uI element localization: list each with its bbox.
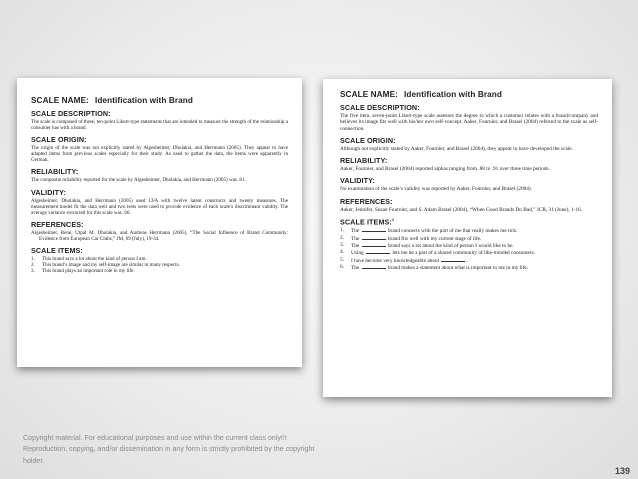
- left-items-list: [31, 256, 288, 274]
- list-item: [340, 264, 598, 271]
- left-validity-text: Algesheimer, Dholakia, and Herrmann (2005) used CFA with twelve latent constructs and twenty measures. The measurement model fit the data well and two tests were used to provide evidence of each scale’s discriminant validity. The average variance extracted for this scale was .66.: [31, 197, 288, 216]
- left-origin-heading: SCALE ORIGIN:: [31, 135, 87, 145]
- scale-name-label: SCALE NAME:: [340, 90, 398, 99]
- item-post: lets me be a part of a shared community of like-minded consumers.: [392, 250, 535, 257]
- right-validity-text: No examination of the scale’s validity was reported by Aaker, Fournier, and Brasel (2004).: [340, 186, 532, 193]
- item-post: brand fits well with my current stage of life.: [387, 235, 482, 242]
- right-reliability-text: Aaker, Fournier, and Brasel (2004) reported alphas ranging from .88 to .91 over three time periods.: [340, 166, 550, 173]
- item-text: [351, 257, 598, 264]
- blank-line: [441, 257, 468, 264]
- scale-name-value: Identification with Brand: [94, 96, 193, 105]
- list-item: [340, 227, 598, 234]
- item-pre: Using: [351, 250, 364, 257]
- right-items-heading: [340, 217, 598, 226]
- items-heading-label: SCALE ITEMS:: [340, 217, 392, 227]
- right-scale-document: [323, 79, 612, 397]
- left-description-heading: SCALE DESCRIPTION:: [31, 109, 111, 118]
- left-scale-document: [17, 78, 302, 367]
- item-post: brand makes a statement about what is important to me in my life.: [387, 264, 529, 271]
- item-text: This brand says a lot about the kind of person I am.: [42, 256, 147, 263]
- right-validity-heading: VALIDITY:: [340, 176, 375, 186]
- item-text: [351, 227, 598, 234]
- right-description-heading: SCALE DESCRIPTION:: [340, 103, 420, 112]
- item-number: 1.: [31, 256, 35, 263]
- blank-line: [362, 227, 386, 232]
- right-origin-text: Although not explicitly stated by Aaker, Fournier, and Brasel (2004), they appear to have developed the scale.: [340, 145, 573, 152]
- item-text: [351, 264, 598, 271]
- scale-name-label: SCALE NAME:: [31, 96, 89, 105]
- left-reliability-text: The composite reliability reported for the scale by Algesheimer, Dholakia, and Herrmann (2005) was .81.: [31, 177, 246, 184]
- right-items-list: [340, 227, 598, 271]
- item-number: 3.: [340, 242, 344, 249]
- blank-line: [362, 242, 386, 247]
- list-item: [340, 235, 598, 242]
- copyright-notice: Copyright material. For educational purposes and use within the current class only!!! Reproduction, copying, and/or dissemination in any form is strictly prohibited by the copyright holder.: [23, 434, 315, 465]
- item-number: 3.: [31, 268, 35, 275]
- right-origin-heading: SCALE ORIGIN:: [340, 135, 396, 145]
- list-item: [340, 257, 598, 264]
- right-references-heading: REFERENCES:: [340, 196, 393, 206]
- item-number: 2.: [31, 262, 35, 269]
- item-pre: The: [351, 264, 360, 271]
- item-pre: I have become very knowledgeable about: [351, 257, 440, 264]
- left-description-text: The scale is composed of three, ten-point Likert-type statements that are intended to measure the strength of the relationship a consumer has with a brand.: [31, 119, 288, 132]
- scale-name-value: Identification with Brand: [403, 90, 502, 99]
- left-reference-text: Algesheimer, René, Utpal M. Dholakia, and Andreas Herrmann (2005), “The Social Influence of Brand Community: Evidence from European Car Clubs,” JM, 69 (July), 19-34.: [31, 229, 288, 242]
- blank-line: [362, 235, 386, 240]
- right-description-text: The five item, seven-point Likert-type scale assesses the degree to which a customer relates with a brand/company and believes its image fits well with his/her own self-concept. Aaker, Fournier, and Brasel (2004) referred to the scale as self-connection.: [340, 113, 598, 132]
- blank-line: [362, 264, 386, 269]
- left-items-heading: SCALE ITEMS:: [31, 246, 83, 256]
- left-origin-text: The origin of the scale was not explicitly stated by Algesheimer, Dholakia, and Herrmann (2005). They appear to have adapted items from previous scales especially for their study. As used to gather the data, the items were apparently in German.: [31, 145, 288, 164]
- list-item: [340, 242, 598, 249]
- item-text: [351, 242, 598, 249]
- item-text: This brand plays an important role in my life.: [42, 268, 135, 275]
- left-reliability-heading: RELIABILITY:: [31, 167, 79, 177]
- item-post: brand says a lot about the kind of person I would like to be.: [387, 243, 514, 250]
- blank-line: [366, 249, 390, 254]
- left-references-heading: REFERENCES:: [31, 219, 84, 229]
- item-text: [351, 235, 598, 242]
- right-scale-name-heading: [340, 90, 598, 99]
- list-item: [340, 249, 598, 256]
- item-number: 4.: [340, 249, 344, 256]
- item-number: 1.: [340, 227, 344, 234]
- list-item: [31, 268, 288, 274]
- slide-number: 139: [614, 466, 630, 476]
- item-text: [351, 249, 598, 256]
- item-number: 6.: [340, 263, 344, 270]
- left-scale-name-heading: [31, 96, 288, 105]
- item-pre: The: [351, 228, 360, 235]
- item-pre: The: [351, 243, 360, 250]
- right-reliability-heading: RELIABILITY:: [340, 156, 388, 166]
- item-post: brand connects with the part of me that really makes me tick.: [387, 228, 518, 235]
- item-number: 5.: [340, 256, 344, 263]
- item-text: This brand’s image and my self-image are similar in many respects.: [42, 262, 180, 269]
- item-pre: The: [351, 235, 360, 242]
- right-reference-text: Aaker, Jennifer, Susan Fournier, and S. Adam Brasel (2004), “When Good Brands Do Bad,” JCR, 31 (June), 1-16.: [340, 206, 583, 213]
- left-validity-heading: VALIDITY:: [31, 187, 66, 197]
- item-post: .: [466, 257, 468, 264]
- footnote-marker: 1: [391, 217, 395, 223]
- item-number: 2.: [340, 234, 344, 241]
